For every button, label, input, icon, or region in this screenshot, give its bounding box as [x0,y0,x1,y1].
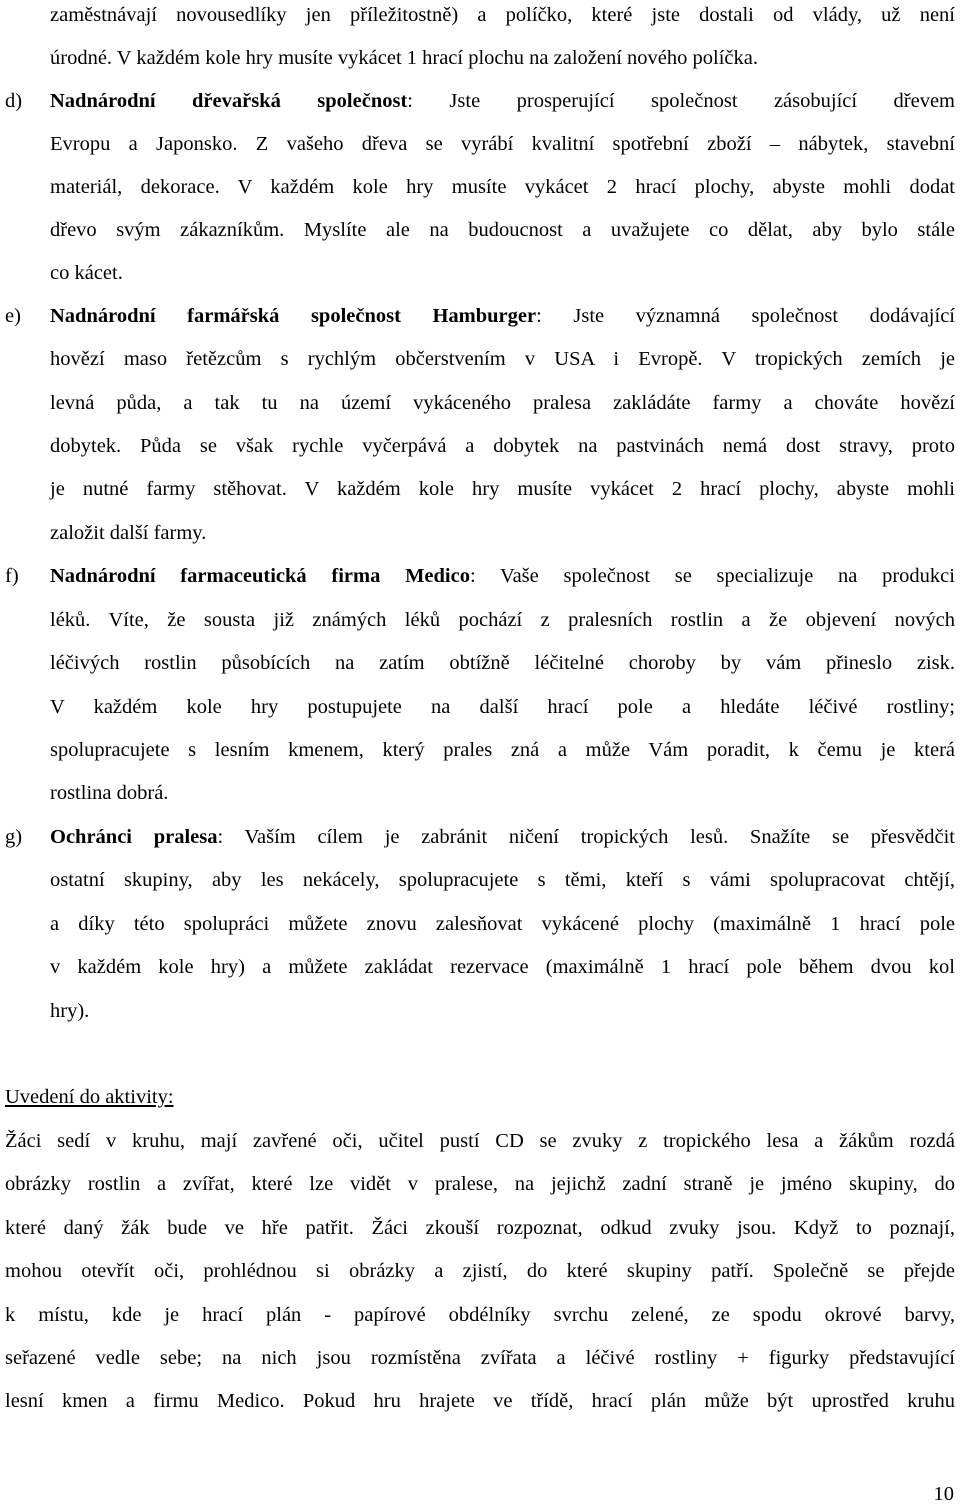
text-line: a díky této spolupráci můžete znovu zalesňovat vykácené plochy (maximálně 1 hrací pole [50,913,955,935]
text-line: je nutné farmy stěhovat. V každém kole hry musíte vykácet 2 hrací plochy, abyste mohli [50,478,955,500]
text-line: založit další farmy. [50,522,207,544]
text-line: lesní kmen a firmu Medico. Pokud hru hrajete ve třídě, hrací plán může být uprostřed kruhu [5,1390,955,1412]
page-number: 10 [933,1483,954,1505]
list-item-e [0,301,960,331]
text-line: dřevo svým zákazníkům. Myslíte ale na budoucnost a uvažujete co dělat, aby bylo stále [50,219,955,241]
list-label: d) [5,90,23,112]
group-title: Nadnárodní farmářská společnost Hamburger [50,305,537,327]
text-line: obrázky rostlin a zvířat, které lze vidět v pralese, na jejichž zadní straně je jméno skupiny, do [5,1173,955,1195]
list-item-first-line: Ochránci pralesa: Vaším cílem je zabránit ničení tropických lesů. Snažíte se přesvědčit [50,826,955,848]
text-line: v každém kole hry) a můžete zakládat rezervace (maximálně 1 hrací pole během dvou kol [50,956,955,978]
list-item-f [0,561,960,591]
text-line: materiál, dekorace. V každém kole hry musíte vykácet 2 hrací plochy, abyste mohli dodat [50,176,955,198]
list-item-first-line: Nadnárodní farmaceutická firma Medico: Vaše společnost se specializuje na produkci [50,565,955,587]
group-title: Ochránci pralesa [50,826,218,848]
section-heading: Uvedení do aktivity: [5,1086,174,1108]
text-line: levná půda, a tak tu na území vykáceného pralesa zakládáte farmy a chováte hovězí [50,392,955,414]
text-line: hry). [50,1000,90,1022]
text-line: mohou otevřít oči, prohlédnou si obrázky a zjistí, do které skupiny patří. Společně se přejde [5,1260,955,1282]
text-line: Evropu a Japonsko. Z vašeho dřeva se vyrábí kvalitní spotřební zboží – nábytek, stavební [50,133,955,155]
text-line: léčivých rostlin působících na zatím obtížně léčitelné choroby by vám přineslo zisk. [50,652,955,674]
group-title: Nadnárodní dřevařská společnost [50,90,408,112]
text-line: spolupracujete s lesním kmenem, který prales zná a může Vám poradit, k čemu je která [50,739,955,761]
list-label: f) [5,565,19,587]
text-line: hovězí maso řetězcům s rychlým občerstvením v USA i Evropě. V tropických zemích je [50,348,955,370]
list-label: g) [5,826,23,848]
list-item-d [0,86,960,116]
text-line: seřazené vedle sebe; na nich jsou rozmístěna zvířata a léčivé rostliny + figurky představující [5,1347,955,1369]
list-item-first-line: Nadnárodní dřevařská společnost: Jste prosperující společnost zásobující dřevem [50,90,955,112]
text-line: které daný žák bude ve hře patřit. Žáci zkouší rozpoznat, odkud zvuky jsou. Když to poznají, [5,1217,955,1239]
text-line: Žáci sedí v kruhu, mají zavřené oči, učitel pustí CD se zvuky z tropického lesa a žákům rozdá [5,1130,955,1152]
group-title: Nadnárodní farmaceutická firma Medico [50,565,470,587]
text-line: V každém kole hry postupujete na další hrací pole a hledáte léčivé rostliny; [50,696,955,718]
list-label: e) [5,305,21,327]
list-item-first-line: Nadnárodní farmářská společnost Hamburger: Jste významná společnost dodávající [50,305,955,327]
text-line: k místu, kde je hrací plán - papírové obdélníky svrchu zelené, ze spodu okrové barvy, [5,1304,955,1326]
list-item-g [0,822,960,852]
text-line: dobytek. Půda se však rychle vyčerpává a dobytek na pastvinách nemá dost stravy, proto [50,435,955,457]
text-line: úrodné. V každém kole hry musíte vykácet 1 hrací plochu na založení nového políčka. [50,47,758,69]
text-line: co kácet. [50,262,123,284]
text-line: rostlina dobrá. [50,782,169,804]
text-line: zaměstnávají novousedlíky jen příležitostně) a políčko, které jste dostali od vlády, už není [50,4,955,26]
text-line: léků. Víte, že sousta již známých léků pochází z pralesních rostlin a že objevení nových [50,609,955,631]
text-line: ostatní skupiny, aby les nekácely, spolupracujete s těmi, kteří s vámi spolupracovat chtějí, [50,869,955,891]
